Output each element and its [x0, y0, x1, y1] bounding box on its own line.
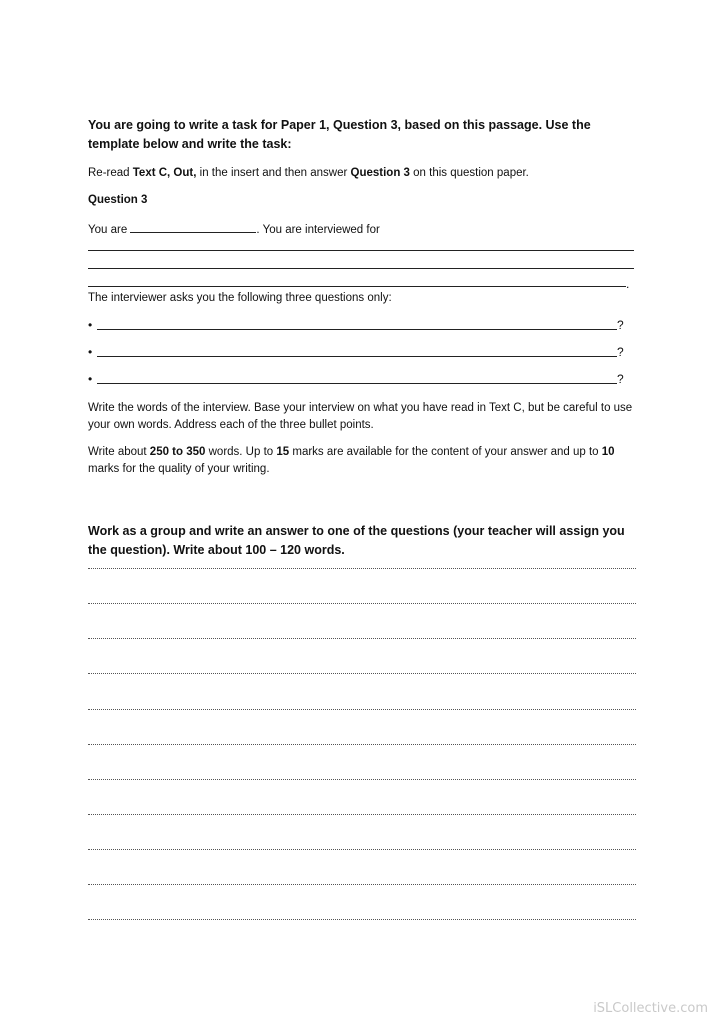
question-bullet-3[interactable]: [88, 372, 636, 388]
reread-middle: in the insert and then answer: [196, 167, 351, 179]
text-reference: Text C, Out,: [132, 167, 197, 179]
reread-before: Re-read: [88, 167, 133, 179]
writing-line[interactable]: [88, 884, 636, 885]
marks-t4: marks for the quality of your writing.: [88, 463, 270, 475]
writing-line[interactable]: [88, 779, 636, 780]
writing-line[interactable]: [88, 603, 636, 604]
writing-line[interactable]: [88, 744, 636, 745]
you-are-suffix: . You are interviewed for: [256, 224, 380, 236]
content-marks: 15: [276, 446, 290, 458]
you-are-prefix: You are: [88, 224, 131, 236]
closing-period: .: [626, 277, 630, 291]
bullet-icon: •: [88, 372, 93, 386]
writing-line[interactable]: [88, 814, 636, 815]
marks-t3: marks are available for the content of your answer and up to: [289, 446, 602, 458]
bullet-icon: •: [88, 318, 93, 332]
question-label: Question 3: [88, 194, 148, 206]
marks-info: [88, 444, 634, 478]
writing-line[interactable]: [88, 673, 636, 674]
question-reference: Question 3: [350, 167, 410, 179]
intro-heading: You are going to write a task for Paper 1, Question 3, based on this passage. Use the template below and write the task:: [88, 118, 591, 151]
interview-line-1[interactable]: [88, 250, 634, 251]
writing-line[interactable]: [88, 849, 636, 850]
interviewer-line: The interviewer asks you the following three questions only:: [88, 292, 392, 304]
bullet-icon: •: [88, 345, 93, 359]
question-mark: ?: [617, 318, 624, 332]
question-mark: ?: [617, 345, 624, 359]
question-bullet-1[interactable]: [88, 318, 636, 334]
you-are-line: [88, 220, 636, 239]
task-instructions: Write the words of the interview. Base your interview on what you have read in Text C, but be careful to use your own words. Address each of the three bullet points.: [88, 402, 633, 431]
question-mark: ?: [617, 372, 624, 386]
marks-t1: Write about: [88, 446, 150, 458]
writing-line[interactable]: [88, 638, 636, 639]
writing-line[interactable]: [88, 709, 636, 710]
group-heading: Work as a group and write an answer to one of the questions (your teacher will assign you the question). Write about 100 – 120 words.: [88, 524, 625, 557]
reread-after: on this question paper.: [409, 167, 529, 179]
question-blank[interactable]: [97, 329, 617, 330]
question-blank[interactable]: [97, 356, 617, 357]
role-blank[interactable]: [130, 220, 256, 233]
question-blank[interactable]: [97, 383, 617, 384]
site-watermark: iSLCollective.com: [593, 1001, 708, 1016]
word-range: 250 to 350: [149, 446, 206, 458]
writing-line[interactable]: [88, 568, 636, 569]
question-bullet-2[interactable]: [88, 345, 636, 361]
writing-line[interactable]: [88, 919, 636, 920]
interview-line-2[interactable]: [88, 268, 634, 269]
reread-instruction: [88, 165, 636, 182]
marks-t2: words. Up to: [205, 446, 277, 458]
quality-marks: 10: [601, 446, 615, 458]
interview-line-3[interactable]: [88, 286, 626, 287]
